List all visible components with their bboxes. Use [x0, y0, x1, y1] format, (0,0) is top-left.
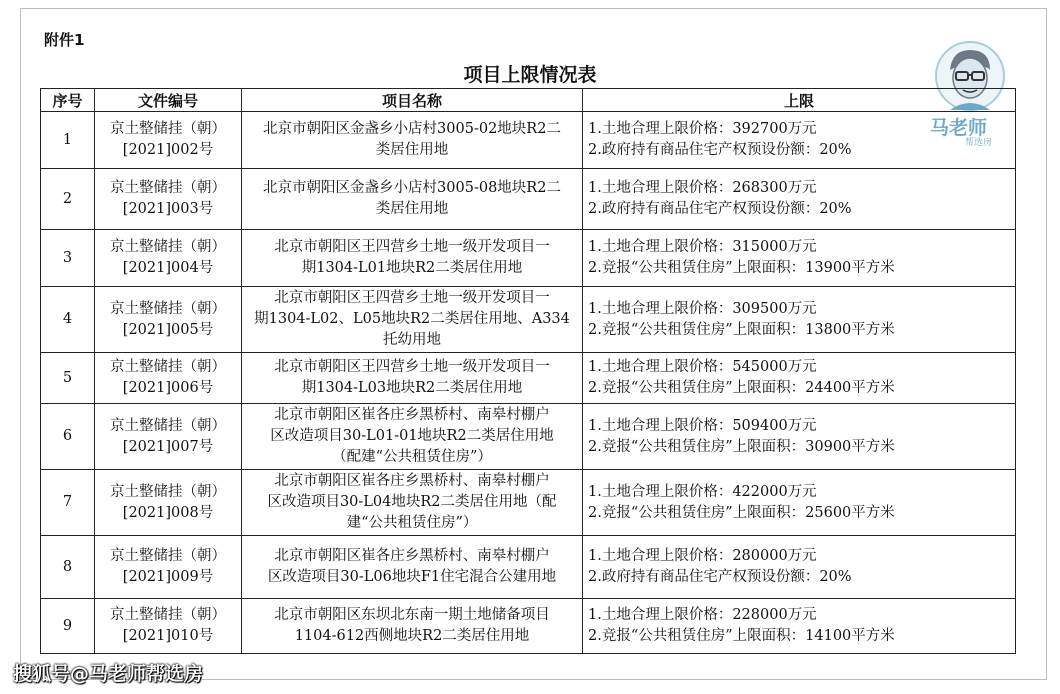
header-document-number: 文件编号 [95, 89, 242, 112]
cell-limit-line: 1.土地合理上限价格：268300万元 [588, 180, 817, 196]
cell-project-name-line: 托幼用地 [383, 332, 441, 348]
cell-document-number-line: 京土整储挂（朝） [110, 548, 226, 564]
table-row [41, 599, 1016, 654]
cell-document-number-line: [2021]002号 [122, 142, 214, 158]
cell-index: 4 [41, 287, 95, 353]
cell-document-number-line: [2021]005号 [122, 321, 214, 338]
cell-document-number [95, 169, 242, 230]
cell-limit [583, 353, 1016, 404]
cell-limit [583, 404, 1016, 470]
cell-project-name-line: 北京市朝阳区王四营乡土地一级开发项目一 [274, 239, 550, 255]
cell-document-number [95, 230, 242, 287]
table-header-row [41, 89, 1016, 112]
cell-project-name [242, 536, 583, 599]
cell-limit [583, 287, 1016, 353]
cell-limit-line: 1.土地合理上限价格：228000万元 [588, 607, 817, 623]
limits-table [40, 88, 1016, 654]
cell-document-number-line: [2021]008号 [122, 504, 214, 521]
cell-document-number-line: 京土整储挂（朝） [110, 239, 226, 255]
table-row [41, 169, 1016, 230]
cell-project-name-line: 区改造项目30-L01-01地块R2二类居住用地 [270, 428, 554, 444]
cell-limit-line: 2.政府持有商品住宅产权预设份额：20% [588, 201, 852, 217]
cell-project-name-line: 北京市朝阳区王四营乡土地一级开发项目一 [274, 290, 550, 306]
cell-document-number [95, 404, 242, 470]
cell-project-name [242, 353, 583, 404]
cell-document-number [95, 470, 242, 536]
cell-limit-line: 1.土地合理上限价格：309500万元 [588, 300, 817, 317]
table-row [41, 353, 1016, 404]
cell-index: 8 [41, 536, 95, 599]
cell-limit-line: 1.土地合理上限价格：422000万元 [588, 483, 817, 500]
cell-document-number-line: [2021]007号 [122, 438, 214, 455]
cell-project-name-line: 类居住用地 [375, 142, 449, 158]
cell-limit [583, 112, 1016, 169]
cell-project-name-line: 区改造项目30-L06地块F1住宅混合公建用地 [267, 569, 557, 585]
cell-project-name [242, 112, 583, 169]
cell-limit-line: 2.竞报“公共租赁住房”上限面积：13800平方米 [588, 321, 895, 338]
cell-project-name [242, 230, 583, 287]
cell-index: 2 [41, 169, 95, 230]
cell-document-number-line: [2021]010号 [122, 628, 214, 644]
cell-index: 1 [41, 112, 95, 169]
cell-document-number-line: [2021]003号 [122, 201, 214, 217]
header-limit: 上限 [583, 89, 1016, 112]
table-row [41, 112, 1016, 169]
cell-project-name-line: 期1304-L02、L05地块R2二类居住用地、A334 [254, 311, 570, 327]
header-project-name: 项目名称 [242, 89, 583, 112]
table-row [41, 404, 1016, 470]
cell-document-number-line: 京土整储挂（朝） [110, 417, 226, 434]
cell-document-number-line: [2021]009号 [122, 569, 214, 585]
table-row [41, 536, 1016, 599]
cell-limit-line: 2.竞报“公共租赁住房”上限面积：13900平方米 [588, 260, 895, 276]
cell-project-name [242, 470, 583, 536]
cell-document-number [95, 599, 242, 654]
cell-project-name-line: 北京市朝阳区崔各庄乡黑桥村、南皋村棚户 [274, 407, 550, 423]
cell-document-number-line: 京土整储挂（朝） [110, 180, 226, 196]
cell-project-name [242, 404, 583, 470]
cell-project-name-line: 北京市朝阳区崔各庄乡黑桥村、南皋村棚户 [274, 548, 550, 564]
cell-limit-line: 1.土地合理上限价格：545000万元 [588, 359, 817, 375]
cell-limit [583, 230, 1016, 287]
cell-limit-line: 1.土地合理上限价格：392700万元 [588, 121, 817, 137]
cell-limit-line: 1.土地合理上限价格：280000万元 [588, 548, 817, 564]
cell-limit-line: 2.政府持有商品住宅产权预设份额：20% [588, 142, 852, 158]
cell-index: 6 [41, 404, 95, 470]
cell-project-name-line: 北京市朝阳区崔各庄乡黑桥村、南皋村棚户 [274, 473, 550, 489]
cell-document-number-line: 京土整储挂（朝） [110, 300, 226, 317]
cell-limit [583, 169, 1016, 230]
cell-project-name-line: 区改造项目30-L04地块R2二类居住用地（配 [267, 494, 557, 510]
logo-tag: 帮选房 [965, 138, 993, 148]
cell-document-number [95, 112, 242, 169]
cell-project-name [242, 287, 583, 353]
cell-document-number [95, 287, 242, 353]
cell-limit-line: 2.政府持有商品住宅产权预设份额：20% [588, 569, 852, 585]
cell-limit [583, 536, 1016, 599]
cell-document-number [95, 536, 242, 599]
cell-document-number-line: [2021]006号 [122, 380, 214, 396]
cell-limit [583, 599, 1016, 654]
cell-project-name-line: 期1304-L03地块R2二类居住用地 [301, 380, 523, 396]
cell-index: 3 [41, 230, 95, 287]
cell-document-number-line: [2021]004号 [122, 260, 214, 276]
cell-document-number-line: 京土整储挂（朝） [110, 607, 226, 623]
cell-project-name-line: 北京市朝阳区王四营乡土地一级开发项目一 [274, 359, 550, 375]
cell-document-number-line: 京土整储挂（朝） [110, 121, 226, 137]
cell-limit-line: 1.土地合理上限价格：315000万元 [588, 239, 817, 255]
logo-name: 马老师 [930, 117, 988, 139]
cell-project-name-line: 1104-612西侧地块R2二类居住用地 [294, 628, 530, 644]
cell-project-name-line: 北京市朝阳区金盏乡小店村3005-08地块R2二 [263, 180, 561, 196]
cell-document-number-line: 京土整储挂（朝） [110, 359, 226, 375]
cell-project-name-line: 期1304-L01地块R2二类居住用地 [301, 260, 523, 276]
cell-project-name-line: 北京市朝阳区东坝北东南一期土地储备项目 [274, 607, 550, 623]
cell-limit-line: 2.竞报“公共租赁住房”上限面积：14100平方米 [588, 628, 895, 644]
cell-index: 5 [41, 353, 95, 404]
cell-limit-line: 2.竞报“公共租赁住房”上限面积：25600平方米 [588, 504, 895, 521]
cell-project-name [242, 169, 583, 230]
cell-limit [583, 470, 1016, 536]
annex-label: 附件1 [44, 31, 85, 49]
cell-project-name-line: 北京市朝阳区金盏乡小店村3005-02地块R2二 [263, 121, 561, 137]
table-row [41, 470, 1016, 536]
cell-document-number-line: 京土整储挂（朝） [110, 483, 226, 500]
table-title: 项目上限情况表 [463, 64, 597, 86]
cell-limit-line: 1.土地合理上限价格：509400万元 [588, 417, 817, 434]
cell-project-name-line: 建“公共租赁住房”） [346, 515, 478, 531]
cell-limit-line: 2.竞报“公共租赁住房”上限面积：30900平方米 [588, 438, 895, 455]
table-row [41, 287, 1016, 353]
header-index: 序号 [41, 89, 95, 112]
cell-project-name-line: 类居住用地 [375, 201, 449, 217]
cell-index: 7 [41, 470, 95, 536]
cell-project-name [242, 599, 583, 654]
table-row [41, 230, 1016, 287]
cell-limit-line: 2.竞报“公共租赁住房”上限面积：24400平方米 [588, 380, 895, 396]
watermark: 搜狐号@马老师帮选房 [13, 663, 204, 685]
cell-document-number [95, 353, 242, 404]
cell-index: 9 [41, 599, 95, 654]
cell-project-name-line: （配建“公共租赁住房”） [332, 449, 492, 465]
